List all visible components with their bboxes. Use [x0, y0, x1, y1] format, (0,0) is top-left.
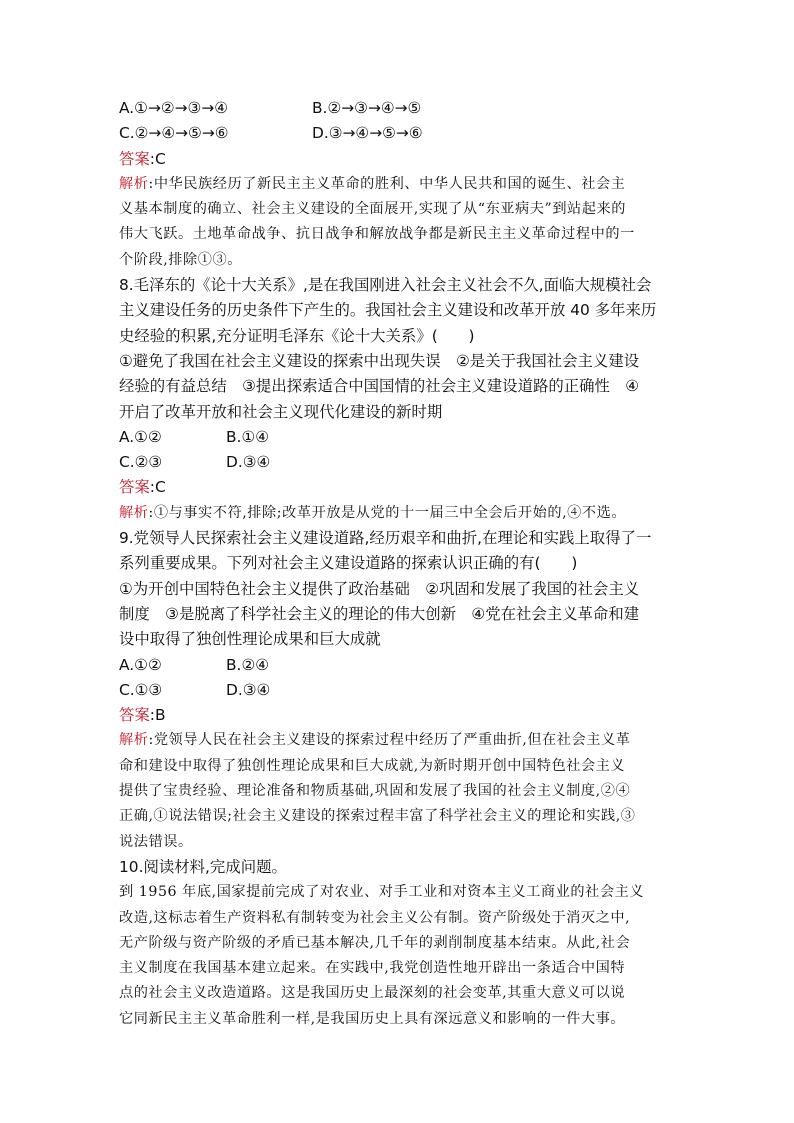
q10-material-line: 到 1956 年底,国家提前完成了对农业、对手工业和对资本主义工商业的社会主义	[119, 884, 645, 901]
q9-options-row-1	[119, 653, 679, 678]
q9-option-d: D.③④	[226, 680, 271, 699]
q8-stem-line: 史经验的积累,充分证明毛泽东《论十大关系》( )	[119, 326, 475, 345]
q9-option-b: B.②④	[226, 655, 270, 674]
answer-value: :B	[149, 706, 166, 725]
q7-option-d: D.③→④→⑤→⑥	[312, 124, 423, 143]
q10-material-line: 改造,这标志着生产资料私有制转变为社会主义公有制。资产阶级处于消灭之中,	[119, 909, 631, 926]
q9-analysis-line	[119, 728, 679, 753]
q9-analysis-line: 命和建设中取得了独创性理论成果和巨大成就,为新时期开创中国特色社会主义	[119, 757, 626, 774]
q9-stem-line: 9.党领导人民探索社会主义建设道路,经历艰辛和曲折,在理论和实践上取得了一	[119, 529, 652, 548]
q9-option-a: A.①②	[119, 655, 162, 674]
q10-material-line: 它同新民主主义革命胜利一样,是我国历史上具有深远意义和影响的一件大事。	[119, 1010, 626, 1027]
answer-label: 答案	[119, 478, 150, 497]
analysis-text: :中华民族经历了新民主主义革命的胜利、中华人民共和国的诞生、社会主	[148, 175, 626, 192]
answer-value: :C	[149, 478, 166, 497]
q9-stem-line: 系列重要成果。下列对社会主义建设道路的探索认识正确的有( )	[119, 554, 578, 573]
q8-stem-line: 8.毛泽东的《论十大关系》,是在我国刚进入社会主义社会不久,面临大规模社会	[119, 276, 652, 295]
q8-option-c: C.②③	[119, 453, 163, 472]
q9-analysis-line: 正确,①说法错误;社会主义建设的探索过程丰富了科学社会主义的理论和实践,③	[119, 808, 636, 825]
q9-statement-line: ①为开创中国特色社会主义提供了政治基础 ②巩固和发展了我国的社会主义	[119, 579, 640, 598]
q10-material-line: 无产阶级与资产阶级的矛盾已基本解决,几千年的剥削制度基本结束。从此,社会	[119, 934, 631, 951]
q8-options-row-1	[119, 425, 679, 450]
q8-options-row-2	[119, 450, 679, 475]
document-page	[119, 96, 679, 1032]
q9-options-row-2	[119, 678, 679, 703]
analysis-label: 解析	[119, 175, 149, 192]
q7-answer	[119, 147, 679, 172]
q8-statement-line: 经验的有益总结 ③提出探索适合中国国情的社会主义建设道路的正确性 ④	[119, 377, 640, 396]
analysis-text: :①与事实不符,排除;改革开放是从党的十一届三中全会后开始的,④不选。	[148, 504, 627, 521]
q8-option-b: B.①④	[226, 427, 270, 446]
q7-options-row-2	[119, 121, 679, 146]
q8-option-a: A.①②	[119, 427, 162, 446]
q9-statement-line: 设中取得了独创性理论成果和巨大成就	[119, 630, 381, 649]
q7-analysis-line: 伟大飞跃。土地革命战争、抗日战争和解放战争都是新民主主义革命过程中的一	[119, 226, 635, 243]
q8-statement-line: 开启了改革开放和社会主义现代化建设的新时期	[119, 402, 443, 421]
q7-option-a: A.①→②→③→④	[119, 99, 229, 117]
answer-label: 答案	[119, 149, 150, 168]
q7-analysis-line	[119, 172, 679, 197]
q7-analysis-line: 义基本制度的确立、社会主义建设的全面展开,实现了从“东亚病夫”到站起来的	[119, 201, 627, 218]
q9-analysis-line: 提供了宝贵经验、理论准备和物质基础,巩固和发展了我国的社会主义制度,②④	[119, 783, 631, 800]
q7-options-row-1	[119, 96, 679, 121]
q7-option-c: C.②→④→⑤→⑥	[119, 124, 229, 143]
analysis-text: :党领导人民在社会主义建设的探索过程中经历了严重曲折,但在社会主义革	[148, 732, 631, 749]
q9-option-c: C.①③	[119, 680, 163, 699]
q9-statement-line: 制度 ③是脱离了科学社会主义的理论的伟大创新 ④党在社会主义革命和建	[119, 604, 640, 623]
q8-answer	[119, 475, 679, 500]
q8-stem-line: 主义建设任务的历史条件下产生的。我国社会主义建设和改革开放 40 多年来历	[119, 301, 657, 320]
q8-option-d: D.③④	[226, 453, 271, 472]
q10-material-line: 主义制度在我国基本建立起来。在实践中,我党创造性地开辟出一条适合中国特	[119, 960, 626, 977]
answer-value: :C	[149, 149, 166, 168]
analysis-label: 解析	[119, 504, 149, 521]
q8-statement-line: ①避免了我国在社会主义建设的探索中出现失误 ②是关于我国社会主义建设	[119, 351, 640, 370]
q7-option-b: B.②→③→④→⑤	[312, 99, 422, 117]
analysis-label: 解析	[119, 732, 149, 749]
q9-analysis-line: 说法错误。	[119, 833, 193, 850]
q7-analysis-line: 个阶段,排除①③。	[119, 251, 242, 268]
answer-label: 答案	[119, 706, 150, 725]
q10-stem: 10.阅读材料,完成问题。	[119, 857, 287, 876]
q9-answer	[119, 703, 679, 728]
q10-material-line: 点的社会主义改造道路。这是我国历史上最深刻的社会变革,其重大意义可以说	[119, 985, 626, 1002]
q8-analysis-line	[119, 501, 679, 526]
